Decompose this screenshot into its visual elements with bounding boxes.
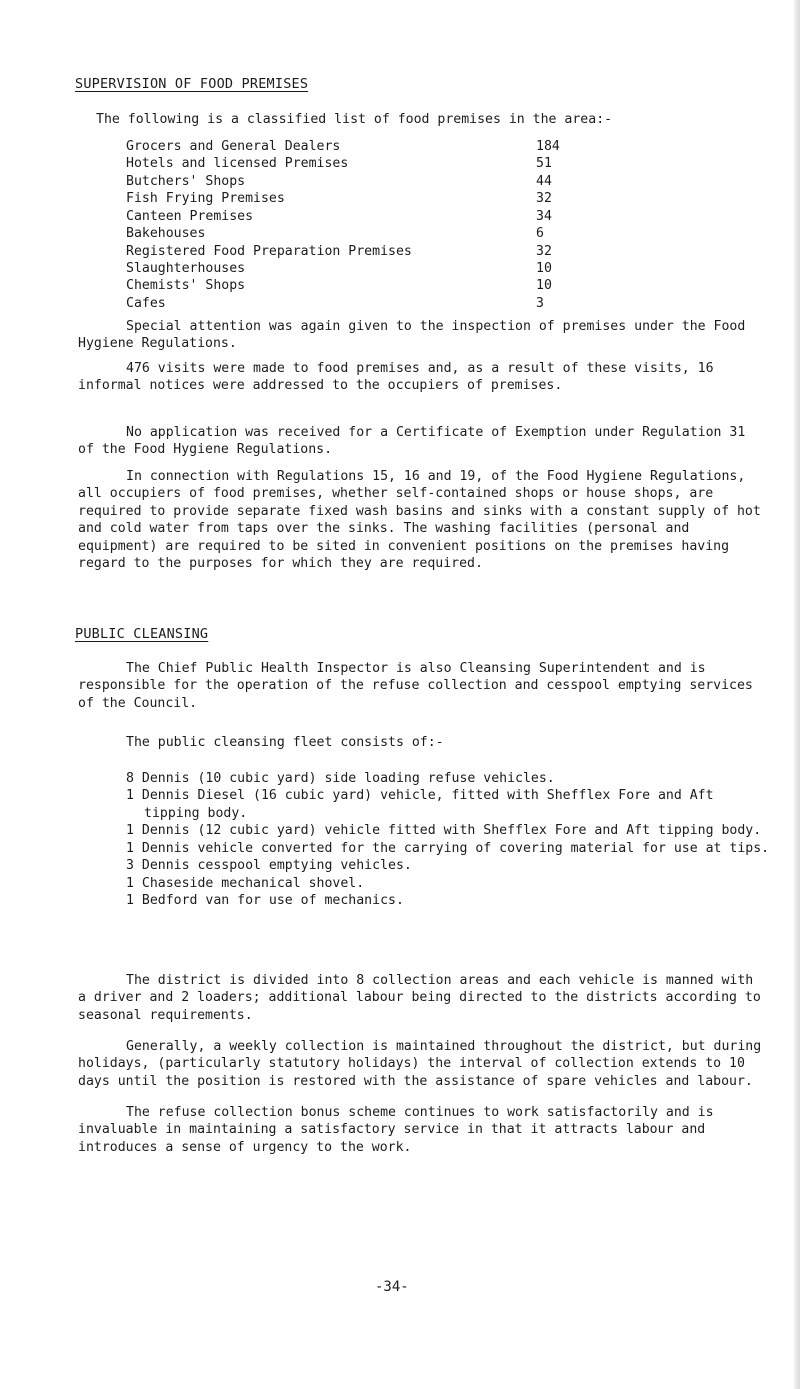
premises-name: Fish Frying Premises <box>126 191 285 207</box>
section-heading-food-premises: SUPERVISION OF FOOD PREMISES <box>75 76 309 92</box>
premises-count: 44 <box>536 173 552 189</box>
premises-count: 32 <box>536 243 552 259</box>
premises-name: Canteen Premises <box>126 208 254 224</box>
premises-name: Slaughterhouses <box>126 260 246 276</box>
list-item: 1 Dennis vehicle converted for the carrying of covering material for use at tips. <box>126 840 770 856</box>
table-row <box>126 277 591 294</box>
premises-count: 10 <box>536 278 552 294</box>
list-item: 3 Dennis cesspool emptying vehicles. <box>126 858 412 874</box>
paragraph-fleet-intro: The public cleansing fleet consists of:- <box>126 735 444 750</box>
premises-name: Registered Food Preparation Premises <box>126 243 412 259</box>
premises-name: Bakehouses <box>126 226 206 242</box>
paragraph-exemption: No application was received for a Certificate of Exemption under Regulation 31 of the Food Hygiene Regulations. <box>78 425 746 458</box>
premises-count: 32 <box>536 191 552 207</box>
table-row <box>126 190 591 207</box>
paragraph-collection-areas: The district is divided into 8 collection areas and each vehicle is manned with a driver and 2 loaders; additional labour being directed to the districts according to seasonal requirements. <box>78 973 761 1023</box>
intro-text: The following is a classified list of food premises in the area:- <box>96 112 613 127</box>
table-row <box>126 225 591 242</box>
paragraph-visits: 476 visits were made to food premises and, as a result of these visits, 16 informal notices were addressed to the occupiers of premises. <box>78 361 714 394</box>
list-item: 1 Bedford van for use of mechanics. <box>126 892 404 908</box>
paragraph-bonus-scheme: The refuse collection bonus scheme continues to work satisfactorily and is invaluable in maintaining a satisfactory service in that it attracts labour and introduces a sense of urgency to the work. <box>78 1105 714 1155</box>
premises-name: Grocers and General Dealers <box>126 139 341 154</box>
table-row <box>126 243 591 260</box>
page-number: -34- <box>375 1279 409 1295</box>
table-row <box>126 155 591 172</box>
premises-name: Butchers' Shops <box>126 173 246 189</box>
fleet-list <box>126 770 776 909</box>
table-row <box>126 208 591 225</box>
table-row <box>126 138 591 155</box>
list-item: 1 Dennis Diesel (16 cubic yard) vehicle, fitted with Shefflex Fore and Aft tipping body. <box>126 788 714 821</box>
premises-count: 3 <box>536 295 544 311</box>
paragraph-special-attention: Special attention was again given to the inspection of premises under the Food Hygiene Regulations. <box>78 319 746 352</box>
page-edge-shadow <box>794 0 800 1389</box>
list-item: 1 Dennis (12 cubic yard) vehicle fitted with Shefflex Fore and Aft tipping body. <box>126 823 762 839</box>
list-item: 8 Dennis (10 cubic yard) side loading refuse vehicles. <box>126 771 555 786</box>
premises-count: 6 <box>536 226 544 242</box>
premises-name: Cafes <box>126 295 166 311</box>
paragraph-regulations: In connection with Regulations 15, 16 and 19, of the Food Hygiene Regulations, all occupiers of food premises, whether self-contained shops or house shops, are required to provide separate fixed wash basins and sinks with a constant supply of hot and cold water from taps over the sinks. The washing facilities (personal and equipment) are required to be sited in convenient positions on the premises having regard to the purposes for which they are required. <box>78 469 761 572</box>
list-item: 1 Chaseside mechanical shovel. <box>126 875 365 891</box>
section-heading-public-cleansing: PUBLIC CLEANSING <box>75 626 209 642</box>
premises-count: 51 <box>536 156 552 172</box>
paragraph-superintendent: The Chief Public Health Inspector is also Cleansing Superintendent and is responsible for the operation of the refuse collection and cesspool emptying services of the Council. <box>78 661 753 711</box>
premises-name: Hotels and licensed Premises <box>126 156 349 172</box>
premises-count: 34 <box>536 208 552 224</box>
premises-name: Chemists' Shops <box>126 278 246 294</box>
paragraph-weekly-collection: Generally, a weekly collection is maintained throughout the district, but during holidays, (particularly statutory holidays) the interval of collection extends to 10 days until the position is restored with the assistance of spare vehicles and labour. <box>78 1039 762 1089</box>
premises-count: 10 <box>536 260 552 276</box>
table-row <box>126 295 591 312</box>
table-row <box>126 173 591 190</box>
premises-count: 184 <box>536 139 560 154</box>
premises-table <box>126 138 591 312</box>
table-row <box>126 260 591 277</box>
